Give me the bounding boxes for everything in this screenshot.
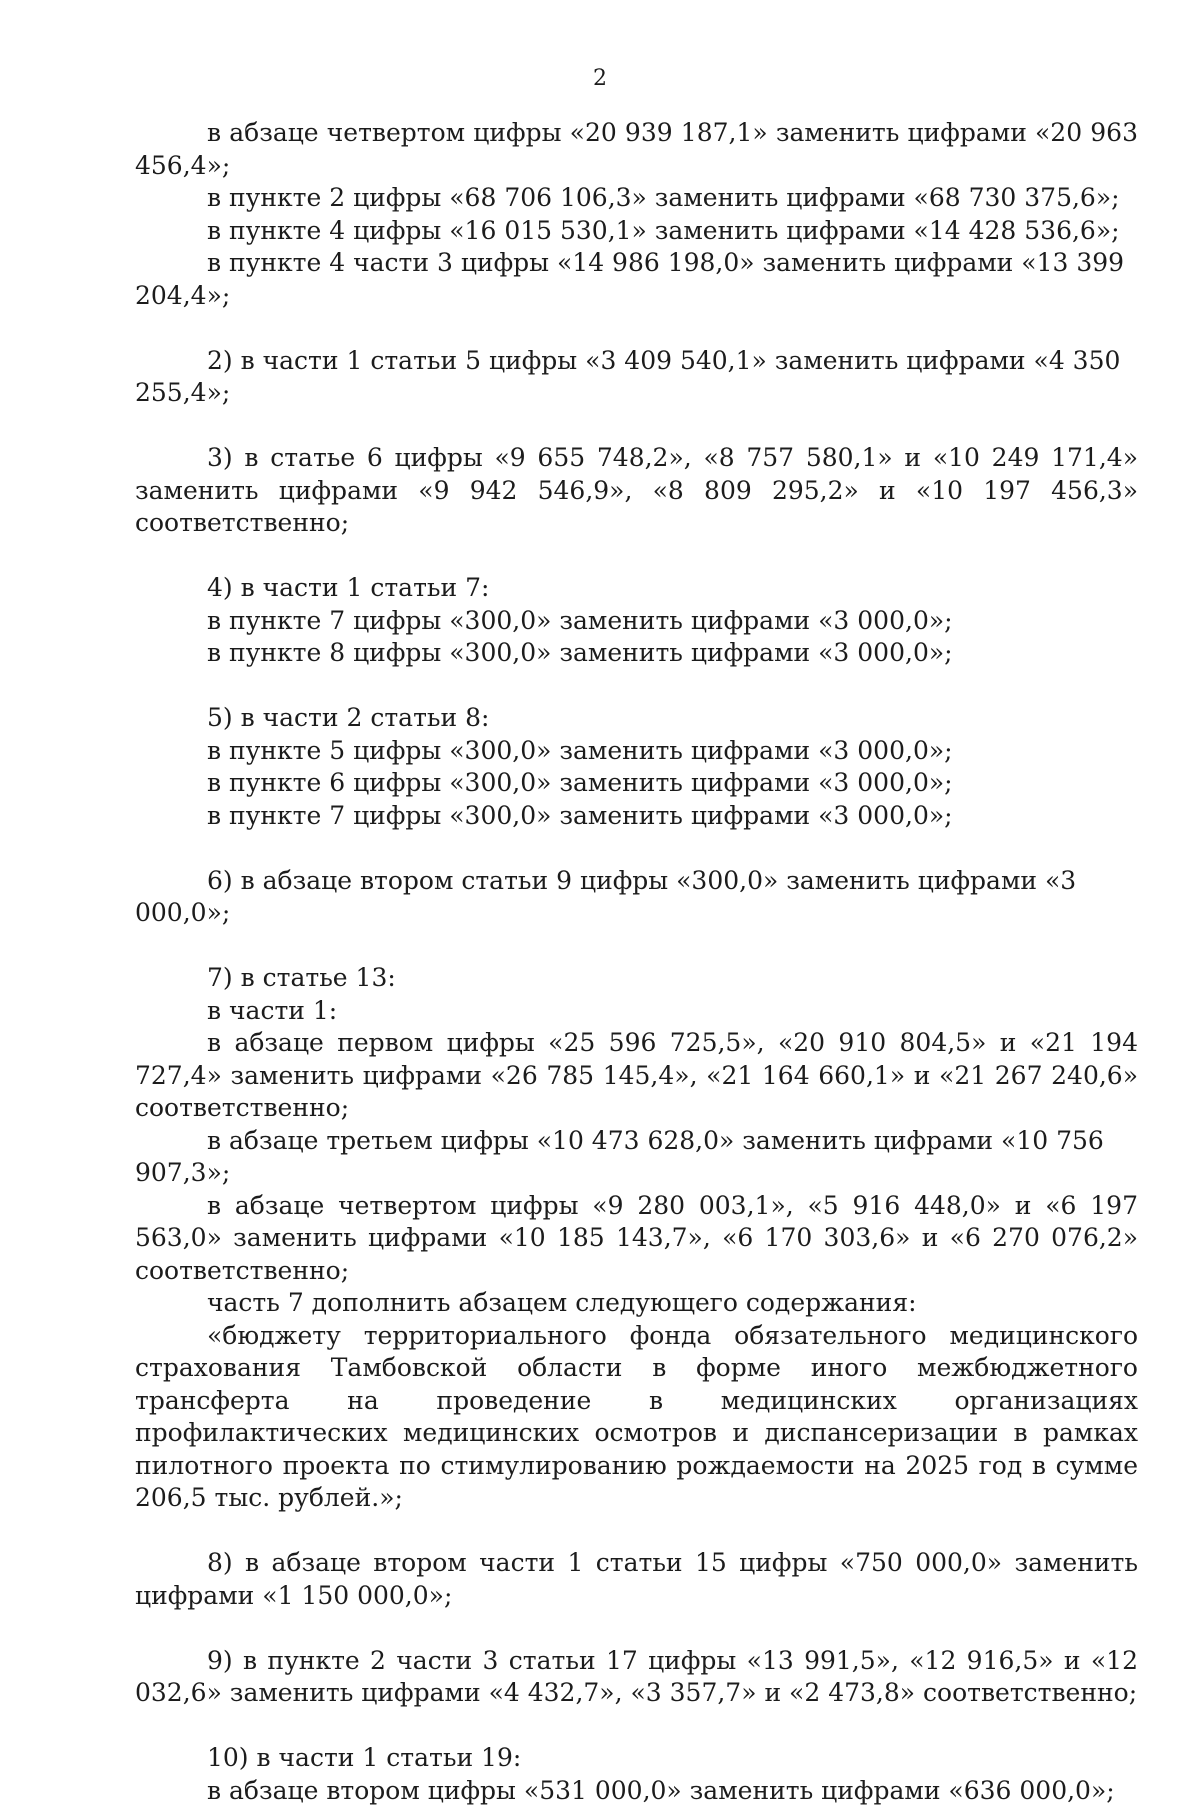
paragraph: «бюджету территориального фонда обязательного медицинского страхования Тамбовской области в форме иного межбюджетного трансферта на проведение в медицинских организациях профилактических медицинских осмотров и диспансеризации в рамках пилотного проекта по стимулированию рождаемости на 2025 год в сумме 206,5 тыс. рублей.»; — [135, 1320, 1138, 1515]
paragraph: в абзаце четвертом цифры «9 280 003,1», «5 916 448,0» и «6 197 563,0» заменить цифрами «10 185 143,7», «6 170 303,6» и «6 270 076,2» соответственно; — [135, 1190, 1138, 1288]
paragraph-spacer — [135, 832, 1138, 865]
paragraph: 9) в пункте 2 части 3 статьи 17 цифры «13 991,5», «12 916,5» и «12 032,6» заменить цифрами «4 432,7», «3 357,7» и «2 473,8» соответственно; — [135, 1645, 1138, 1710]
page-number: 2 — [0, 66, 1200, 92]
paragraph: в пункте 4 части 3 цифры «14 986 198,0» заменить цифрами «13 399 204,4»; — [135, 247, 1138, 312]
paragraph: в абзаце первом цифры «25 596 725,5», «20 910 804,5» и «21 194 727,4» заменить цифрами «26 785 145,4», «21 164 660,1» и «21 267 240,6» соответственно; — [135, 1027, 1138, 1125]
paragraph-spacer — [135, 1612, 1138, 1645]
paragraph: 8) в абзаце втором части 1 статьи 15 цифры «750 000,0» заменить цифрами «1 150 000,0»; — [135, 1547, 1138, 1612]
paragraph: в пункте 4 цифры «16 015 530,1» заменить цифрами «14 428 536,6»; — [135, 215, 1138, 248]
document-body — [135, 117, 1138, 1807]
paragraph: в пункте 5 цифры «300,0» заменить цифрами «3 000,0»; — [135, 735, 1138, 768]
paragraph: в части 1: — [135, 995, 1138, 1028]
paragraph: 5) в части 2 статьи 8: — [135, 702, 1138, 735]
paragraph: в пункте 8 цифры «300,0» заменить цифрами «3 000,0»; — [135, 637, 1138, 670]
paragraph: в абзаце четвертом цифры «20 939 187,1» заменить цифрами «20 963 456,4»; — [135, 117, 1138, 182]
paragraph-spacer — [135, 312, 1138, 345]
paragraph-spacer — [135, 670, 1138, 703]
paragraph: 10) в части 1 статьи 19: — [135, 1742, 1138, 1775]
paragraph: в абзаце втором цифры «531 000,0» заменить цифрами «636 000,0»; — [135, 1775, 1138, 1807]
paragraph: в абзаце третьем цифры «10 473 628,0» заменить цифрами «10 756 907,3»; — [135, 1125, 1138, 1190]
paragraph-spacer — [135, 540, 1138, 573]
paragraph: в пункте 7 цифры «300,0» заменить цифрами «3 000,0»; — [135, 800, 1138, 833]
paragraph-spacer — [135, 1710, 1138, 1743]
paragraph: в пункте 6 цифры «300,0» заменить цифрами «3 000,0»; — [135, 767, 1138, 800]
paragraph-spacer — [135, 930, 1138, 963]
paragraph: 6) в абзаце втором статьи 9 цифры «300,0» заменить цифрами «3 000,0»; — [135, 865, 1138, 930]
paragraph: 7) в статье 13: — [135, 962, 1138, 995]
paragraph: в пункте 7 цифры «300,0» заменить цифрами «3 000,0»; — [135, 605, 1138, 638]
paragraph: в пункте 2 цифры «68 706 106,3» заменить цифрами «68 730 375,6»; — [135, 182, 1138, 215]
paragraph-spacer — [135, 1515, 1138, 1548]
paragraph: 2) в части 1 статьи 5 цифры «3 409 540,1» заменить цифрами «4 350 255,4»; — [135, 345, 1138, 410]
paragraph: 3) в статье 6 цифры «9 655 748,2», «8 757 580,1» и «10 249 171,4» заменить цифрами «9 942 546,9», «8 809 295,2» и «10 197 456,3» соответственно; — [135, 442, 1138, 540]
paragraph: часть 7 дополнить абзацем следующего содержания: — [135, 1287, 1138, 1320]
paragraph-spacer — [135, 410, 1138, 443]
paragraph: 4) в части 1 статьи 7: — [135, 572, 1138, 605]
